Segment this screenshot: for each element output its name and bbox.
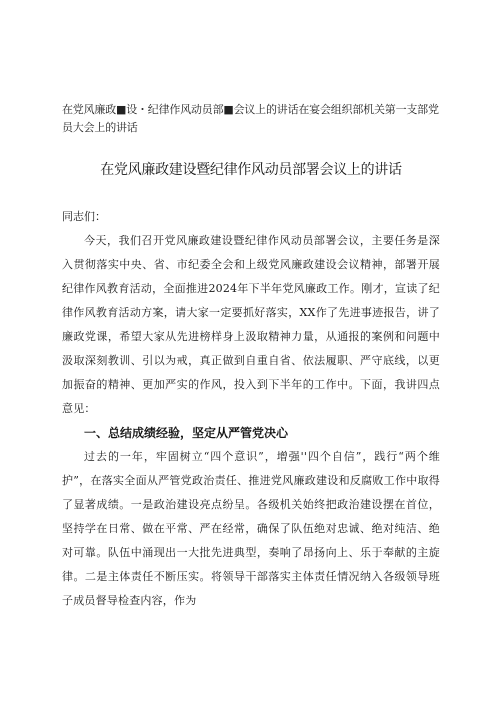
document-title: 在党风廉政建设暨纪律作风动员部署会议上的讲话 [100, 162, 402, 178]
document-header-title: 在党风廉政■设・纪律作风动员部■会议上的讲话在宴会组织部机关第一支部党员大会上的讲话 [62, 103, 439, 134]
section-heading: 一、总结成绩经验，坚定从严管党决心 [84, 426, 289, 440]
salutation: 同志们： [62, 210, 106, 223]
intro-paragraph: 今天，我们召开党风廉政建设暨纪律作风动员部署会议，主要任务是深入贯彻落实中央、省、市纪委全会和上级党风廉政建设会议精神，部署开展纪律作风教育活动，全面推进2024年下半年党风廉政工作。刚才，宣读了纪律作风教育活动方案，请大家一定要抓好落实，XX作了先进事迹报告，讲了廉政党课，希望大家从先进榜样身上汲取精神力量，从通报的案例和问题中汲取深刻教训、引以为戒，真正做到自重自省、依法履职、严守底线，以更加振奋的精神、更加严实的作风，投入到下半年的工作中。下面，我讲四点意见： [62, 234, 440, 415]
section-paragraph: 过去的一年，牢固树立“四个意识”，增强''四个自信”，践行“两个维护”，在落实全面从严管党政治责任、推进党风廉政建设和反腐败工作中取得了显著成绩。一是政治建设亮点纷呈。各级机关始终把政治建设摆在首位，坚持学在日常、做在平常、严在经常，确保了队伍绝对忠诚、绝对纯洁、绝对可靠。队伍中涌现出一大批先进典型，奏响了昂扬向上、乐于奉献的主旋律。二是主体责任不断压实。将领导干部落实主体责任情况纳入各级领导班子成员督导检查内容，作为 [62, 450, 440, 607]
document-body [62, 205, 440, 613]
